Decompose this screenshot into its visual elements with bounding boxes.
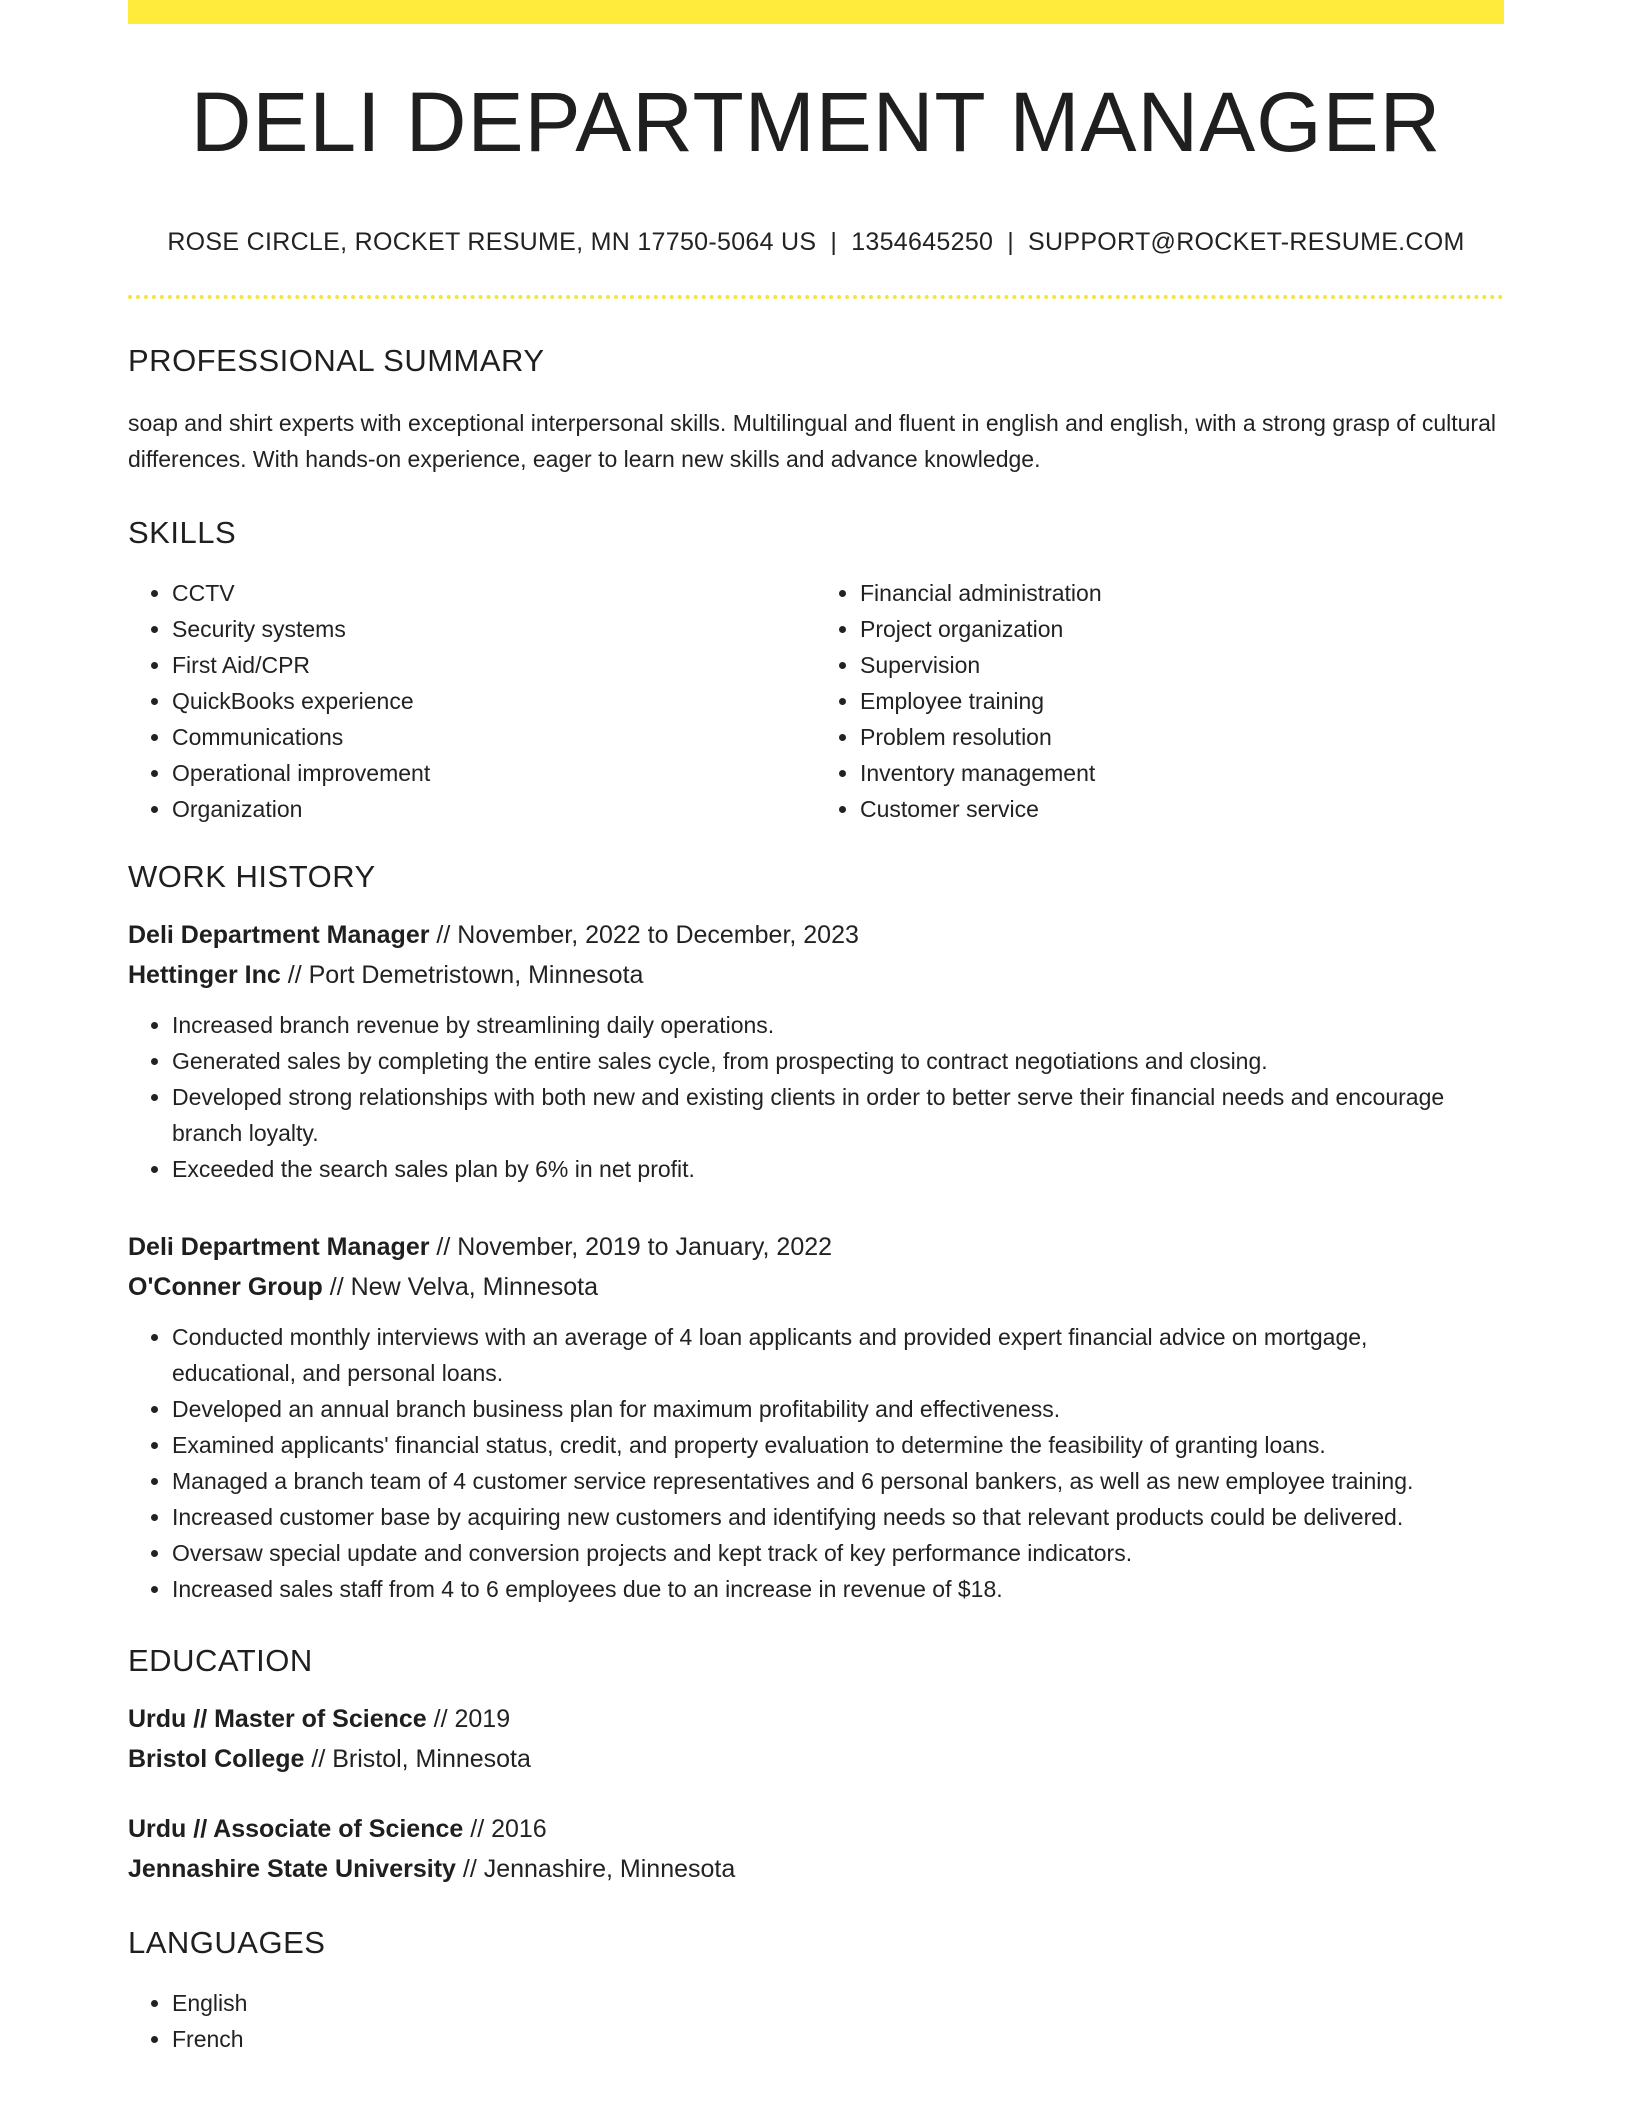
job-entry — [128, 915, 1504, 1187]
contact-phone: 1354645250 — [851, 228, 994, 256]
skill-item: • CCTV — [172, 575, 816, 611]
skill-item: • Financial administration — [860, 575, 1504, 611]
job-title: Deli Department Manager — [128, 1233, 430, 1261]
job-company-line — [128, 1267, 1504, 1307]
contact-email: SUPPORT@ROCKET-RESUME.COM — [1028, 228, 1465, 256]
job-title-line — [128, 915, 1504, 955]
job-company: Hettinger Inc — [128, 961, 281, 989]
school-line — [128, 1849, 1504, 1889]
education-entry — [128, 1699, 1504, 1779]
header-divider — [128, 295, 1504, 299]
degree-line — [128, 1699, 1504, 1739]
job-title: Deli Department Manager — [128, 921, 430, 949]
job-bullets — [128, 1007, 1504, 1187]
contact-separator: | — [830, 228, 838, 256]
work-history-heading: WORK HISTORY — [128, 859, 376, 894]
skill-item: • QuickBooks experience — [172, 683, 816, 719]
skill-item: • Problem resolution — [860, 719, 1504, 755]
job-bullet: • Conducted monthly interviews with an average of 4 loan applicants and provided expert financial advice on mortgage, educational, and personal loans. — [172, 1319, 1504, 1391]
skill-item: • Project organization — [860, 611, 1504, 647]
contact-separator: | — [1007, 228, 1015, 256]
summary-text: soap and shirt experts with exceptional interpersonal skills. Multilingual and fluent in english and english, with a strong grasp of cultural differences. With hands-on experience, eager to learn new skills and advance knowledge. — [128, 410, 1496, 472]
languages-list — [128, 1985, 1504, 2057]
job-bullets — [128, 1319, 1504, 1607]
degree-name: Urdu // Associate of Science — [128, 1815, 464, 1843]
language-item: • English — [172, 1985, 1504, 2021]
job-bullet: • Increased branch revenue by streamlining daily operations. — [172, 1007, 1504, 1043]
job-location: // New Velva, Minnesota — [329, 1273, 598, 1301]
job-company-line — [128, 955, 1504, 995]
school-name: Jennashire State University — [128, 1855, 456, 1883]
job-title-line — [128, 1227, 1504, 1267]
job-bullet: • Exceeded the search sales plan by 6% in net profit. — [172, 1151, 1504, 1187]
skills-grid — [128, 575, 1504, 827]
job-entry — [128, 1227, 1504, 1607]
skill-item: • Operational improvement — [172, 755, 816, 791]
skill-item: • Security systems — [172, 611, 816, 647]
skill-item: • Customer service — [860, 791, 1504, 827]
school-location: // Jennashire, Minnesota — [462, 1855, 736, 1883]
skills-right-column — [816, 575, 1504, 827]
contact-line — [128, 228, 1504, 257]
resume-title: DELI DEPARTMENT MANAGER — [190, 75, 1442, 169]
job-bullet: • Developed an annual branch business plan for maximum profitability and effectiveness. — [172, 1391, 1504, 1427]
top-accent-bar — [128, 0, 1504, 24]
job-bullet: • Developed strong relationships with both new and existing clients in order to better serve their financial needs and encourage branch loyalty. — [172, 1079, 1504, 1151]
school-line — [128, 1739, 1504, 1779]
degree-year: // 2016 — [470, 1815, 547, 1843]
resume-page — [128, 0, 1504, 2057]
degree-year: // 2019 — [433, 1705, 511, 1733]
job-bullet: • Increased sales staff from 4 to 6 employees due to an increase in revenue of $18. — [172, 1571, 1504, 1607]
job-dates: // November, 2022 to December, 2023 — [436, 921, 859, 949]
job-company: O'Conner Group — [128, 1273, 323, 1301]
degree-name: Urdu // Master of Science — [128, 1705, 427, 1733]
job-bullet: • Examined applicants' financial status, credit, and property evaluation to determine the feasibility of granting loans. — [172, 1427, 1504, 1463]
languages-heading: LANGUAGES — [128, 1925, 326, 1960]
education-heading: EDUCATION — [128, 1643, 313, 1678]
job-bullet: • Generated sales by completing the entire sales cycle, from prospecting to contract negotiations and closing. — [172, 1043, 1504, 1079]
skill-item: • Communications — [172, 719, 816, 755]
language-item: • French — [172, 2021, 1504, 2057]
summary-heading: PROFESSIONAL SUMMARY — [128, 343, 545, 378]
job-bullet: • Oversaw special update and conversion projects and kept track of key performance indicators. — [172, 1535, 1504, 1571]
school-location: // Bristol, Minnesota — [311, 1745, 531, 1773]
skill-item: • Employee training — [860, 683, 1504, 719]
job-dates: // November, 2019 to January, 2022 — [436, 1233, 833, 1261]
skill-item: • Supervision — [860, 647, 1504, 683]
skill-item: • Inventory management — [860, 755, 1504, 791]
skill-item: • First Aid/CPR — [172, 647, 816, 683]
skills-left-column — [128, 575, 816, 827]
school-name: Bristol College — [128, 1745, 305, 1773]
job-bullet: • Increased customer base by acquiring new customers and identifying needs so that relevant products could be delivered. — [172, 1499, 1504, 1535]
skills-heading: SKILLS — [128, 515, 237, 550]
degree-line — [128, 1809, 1504, 1849]
skill-item: • Organization — [172, 791, 816, 827]
contact-address: ROSE CIRCLE, ROCKET RESUME, MN 17750-5064 US — [167, 228, 817, 256]
job-location: // Port Demetristown, Minnesota — [287, 961, 644, 989]
education-entry — [128, 1809, 1504, 1889]
job-bullet: • Managed a branch team of 4 customer service representatives and 6 personal bankers, as well as new employee training. — [172, 1463, 1504, 1499]
